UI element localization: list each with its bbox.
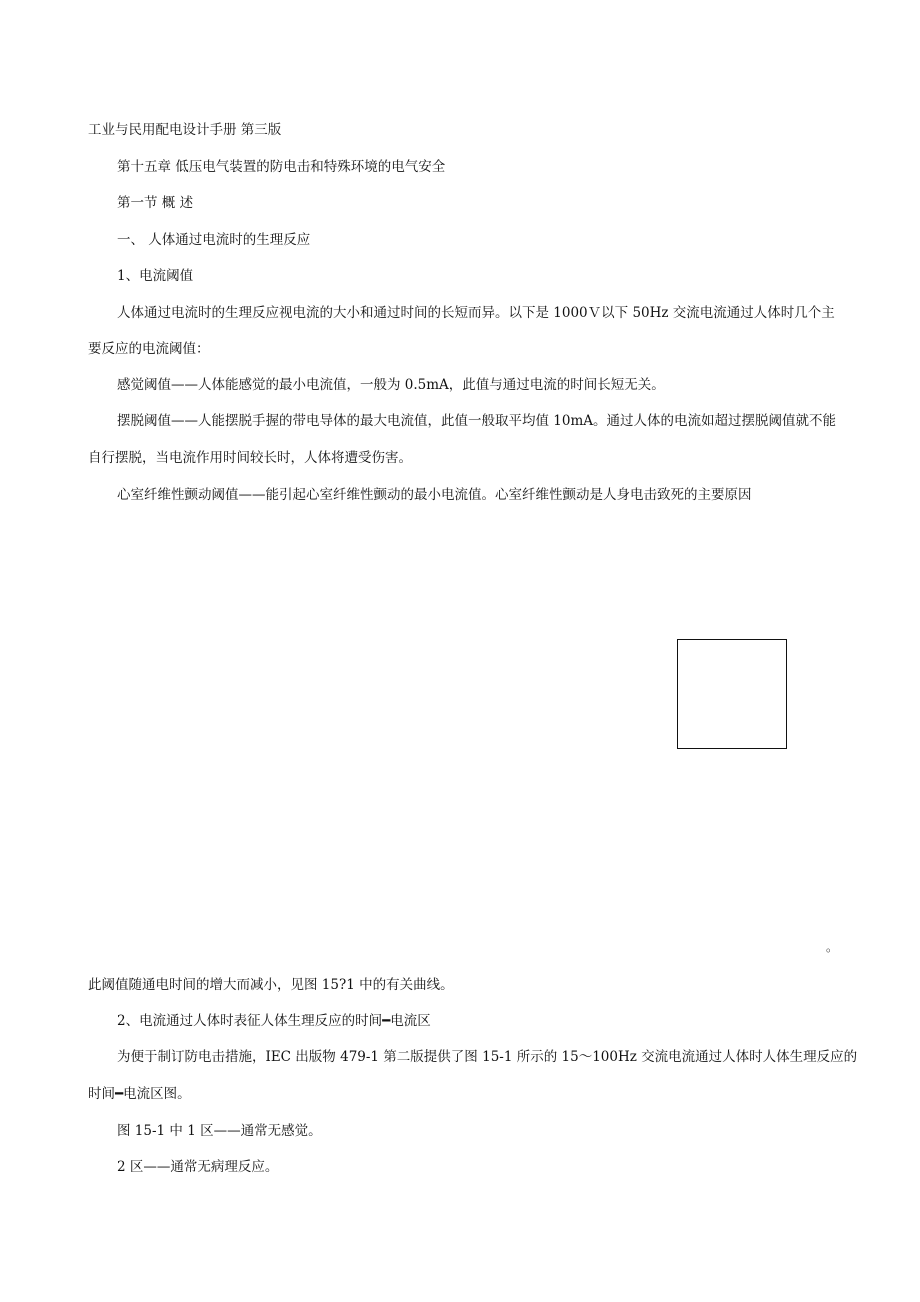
paragraph-line: 为便于制订防电击措施，IEC 出版物 479-1 第二版提供了图 15-1 所示的 15～100Hz 交流电流通过人体时人体生理反应的 bbox=[117, 1049, 858, 1065]
sentence-period: 。 bbox=[826, 940, 839, 954]
paragraph-fibrillation-threshold: 心室纤维性颤动阈值——能引起心室纤维性颤动的最小电流值。心室纤维性颤动是人身电击致死的主要原因 bbox=[117, 487, 752, 503]
subsection-title: 一、 人体通过电流时的生理反应 bbox=[117, 232, 311, 248]
paragraph-line: 摆脱阈值——人能摆脱手握的带电导体的最大电流值，此值一般取平均值 10mA。通过人体的电流如超过摆脱阈值就不能 bbox=[117, 413, 837, 429]
paragraph-line: 要反应的电流阈值： bbox=[88, 341, 210, 357]
paragraph-line: 人体通过电流时的生理反应视电流的大小和通过时间的长短而异。以下是 1000Ｖ以下 50Hz 交流电流通过人体时几个主 bbox=[117, 305, 835, 321]
figure-placeholder bbox=[677, 639, 787, 749]
paragraph-zone-2: 2 区——通常无病理反应。 bbox=[117, 1159, 279, 1175]
paragraph-zone-1: 图 15-1 中 1 区——通常无感觉。 bbox=[117, 1123, 322, 1139]
section-title: 第一节 概 述 bbox=[117, 195, 194, 211]
document-header: 工业与民用配电设计手册 第三版 bbox=[88, 122, 282, 138]
paragraph-line: 自行摆脱，当电流作用时间较长时，人体将遭受伤害。 bbox=[88, 450, 412, 466]
item-heading-current-threshold: 1、电流阈值 bbox=[117, 268, 194, 284]
chapter-title: 第十五章 低压电气装置的防电击和特殊环境的电气安全 bbox=[117, 159, 446, 175]
paragraph-line: 时间━电流区图。 bbox=[88, 1086, 191, 1102]
paragraph-perception-threshold: 感觉阈值——人体能感觉的最小电流值，一般为 0.5mA，此值与通过电流的时间长短无关。 bbox=[117, 377, 665, 393]
paragraph-threshold-note: 此阈值随通电时间的增大而减小，见图 15?1 中的有关曲线。 bbox=[88, 977, 454, 993]
item-heading-time-current-zones: 2、电流通过人体时表征人体生理反应的时间━电流区 bbox=[117, 1013, 431, 1029]
